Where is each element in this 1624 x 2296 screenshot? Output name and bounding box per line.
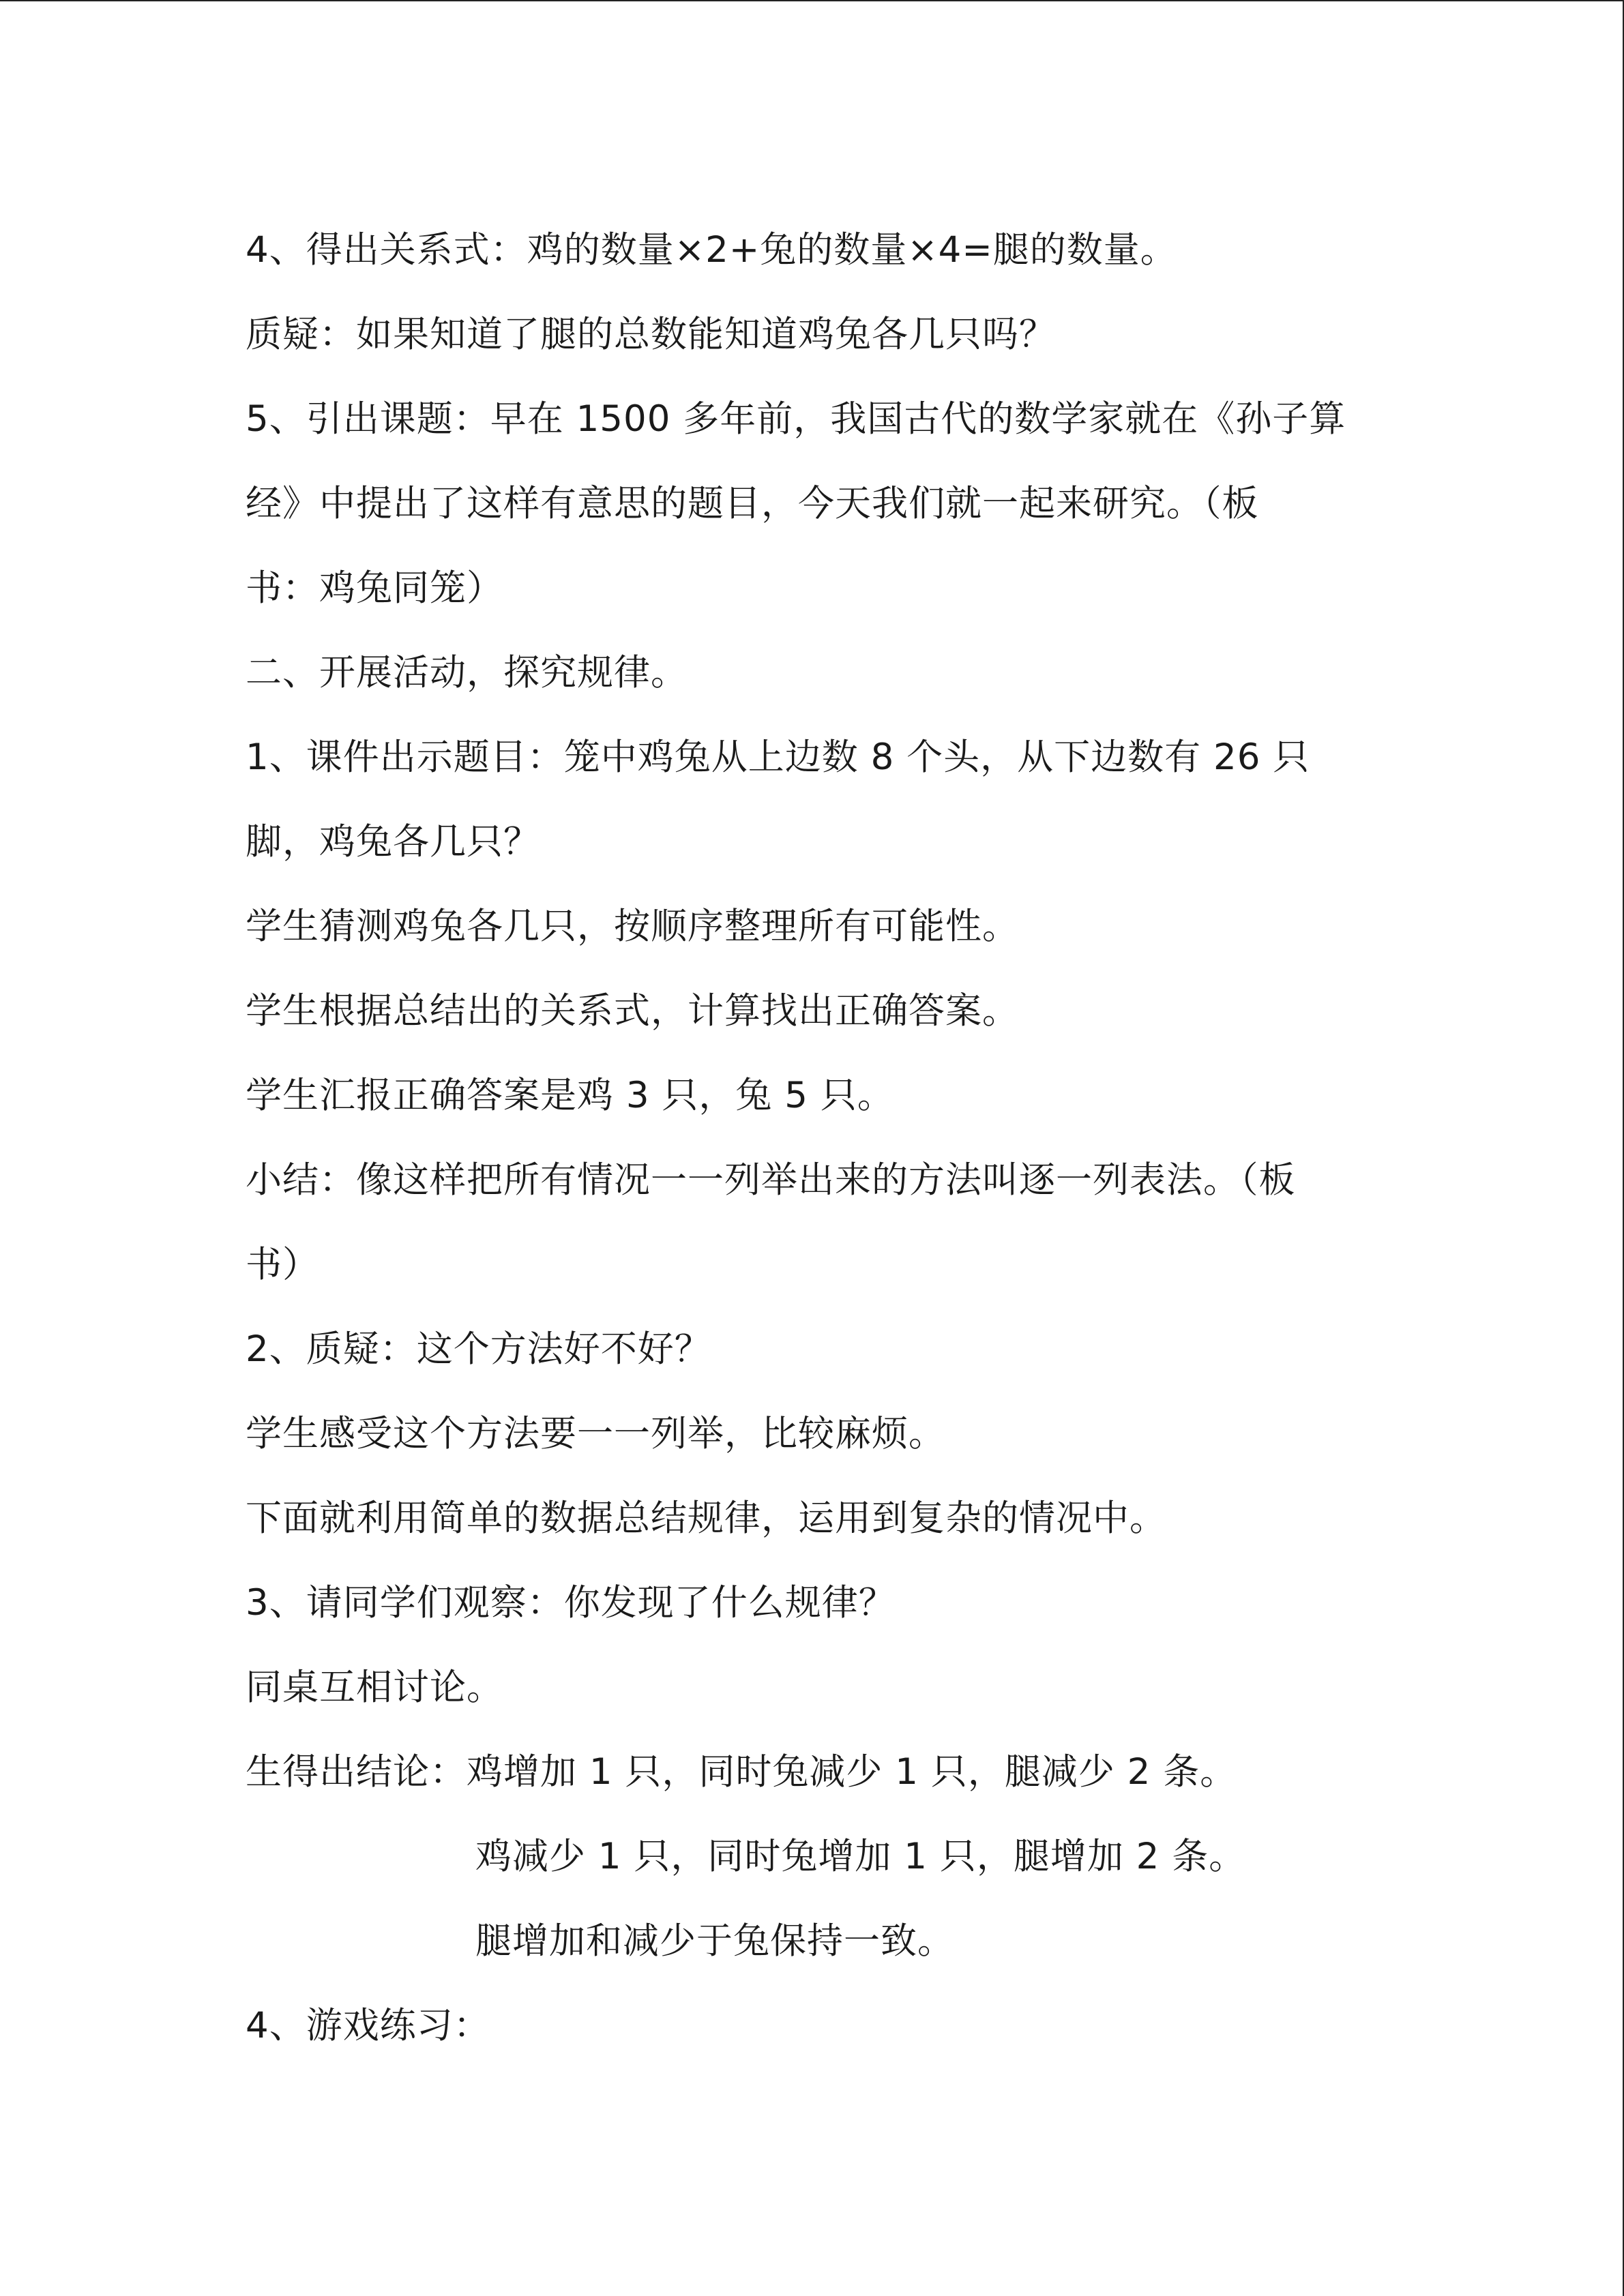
- text-line: 2、质疑：这个方法好不好？: [246, 1328, 711, 1370]
- text-line: 学生根据总结出的关系式，计算找出正确答案。: [246, 990, 1019, 1032]
- text-line: 下面就利用简单的数据总结规律，运用到复杂的情况中。: [246, 1497, 1166, 1539]
- text-line: 书）: [246, 1244, 319, 1285]
- text-line: 5、引出课题：早在 1500 多年前，我国古代的数学家就在《孙子算: [246, 398, 1346, 440]
- text-line: 同桌互相讨论。: [246, 1667, 503, 1708]
- text-line-indented: 鸡减少 1 只，同时兔增加 1 只，腿增加 2 条。: [475, 1836, 1246, 1877]
- document-body: [246, 208, 1378, 2068]
- text-line: 书：鸡兔同笼）: [246, 567, 503, 609]
- text-line: 学生感受这个方法要一一列举，比较麻烦。: [246, 1413, 945, 1455]
- text-line: 脚，鸡兔各几只？: [246, 821, 540, 863]
- section-heading: 二、开展活动，探究规律。: [246, 652, 688, 694]
- text-line: 学生汇报正确答案是鸡 3 只，兔 5 只。: [246, 1075, 894, 1116]
- text-line: 学生猜测鸡兔各几只，按顺序整理所有可能性。: [246, 906, 1019, 947]
- text-line: 4、得出关系式：鸡的数量×2+兔的数量×4=腿的数量。: [246, 229, 1177, 271]
- text-line-indented: 腿增加和减少于兔保持一致。: [475, 1920, 954, 1962]
- text-line: 小结：像这样把所有情况一一列举出来的方法叫逐一列表法。（板: [246, 1159, 1296, 1201]
- text-line: 生得出结论：鸡增加 1 只，同时兔减少 1 只，腿减少 2 条。: [246, 1751, 1237, 1793]
- text-line: 经》中提出了这样有意思的题目，今天我们就一起来研究。（板: [246, 483, 1259, 524]
- text-line: 1、课件出示题目：笼中鸡兔从上边数 8 个头，从下边数有 26 只: [246, 736, 1310, 778]
- text-line: 3、请同学们观察：你发现了什么规律？: [246, 1582, 896, 1624]
- text-line: 4、游戏练习：: [246, 2005, 490, 2046]
- text-line: 质疑：如果知道了腿的总数能知道鸡兔各几只吗？: [246, 314, 1056, 355]
